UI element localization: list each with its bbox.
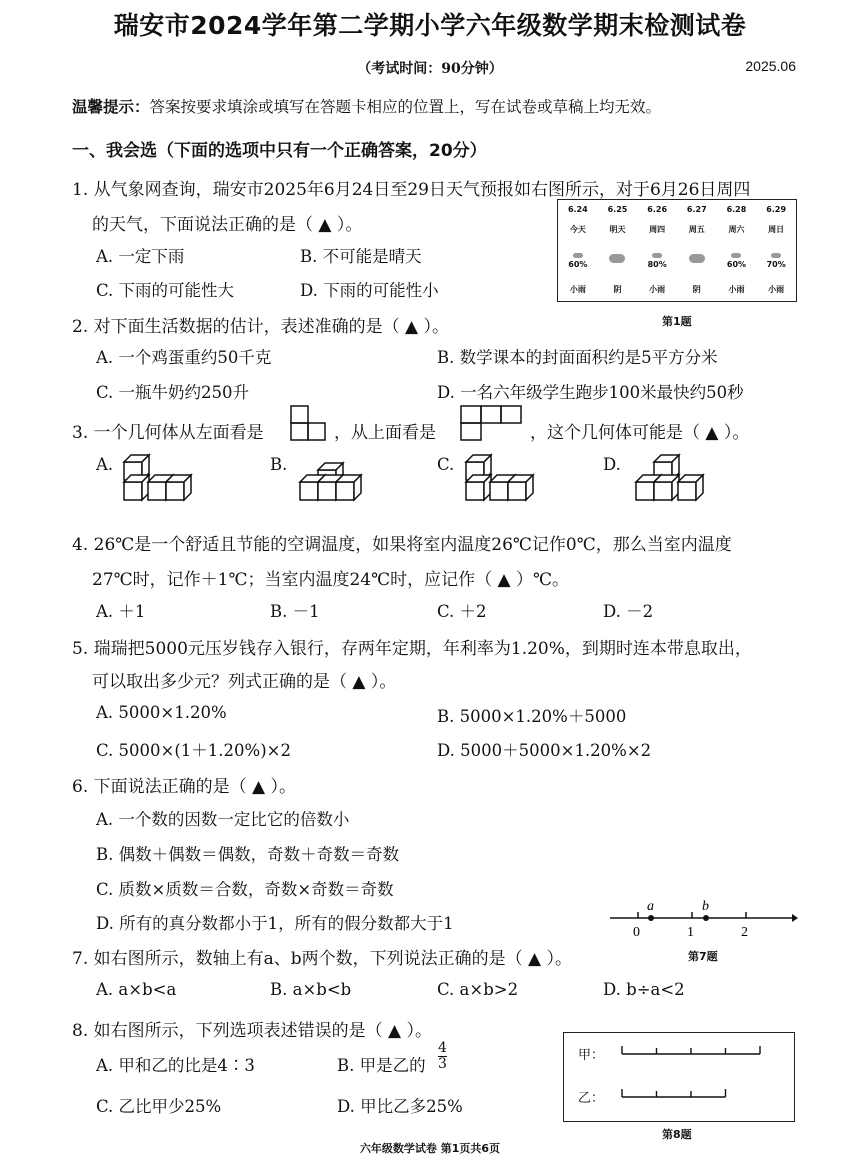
q4-option-a: A. ＋1 xyxy=(96,602,146,621)
wx-date: 6.28 xyxy=(726,204,747,214)
q3-stem-part3: ，这个几何体可能是（ ▲ ）。 xyxy=(530,423,750,443)
wx-date: 6.26 xyxy=(647,204,668,214)
q5-option-a: A. 5000×1.20% xyxy=(96,703,227,722)
wx-desc: 小雨 xyxy=(569,285,586,295)
option-c-solid-cube xyxy=(466,475,491,500)
wx-desc: 阴 xyxy=(692,285,701,295)
segment-comparison-figure xyxy=(563,1032,795,1122)
q6-option-a: A. 一个数的因数一定比它的倍数小 xyxy=(96,810,350,829)
section-heading: 一、我会选（下面的选项中只有一个正确答案，20分） xyxy=(72,141,487,161)
q3-option-a: A. xyxy=(96,455,114,474)
q8-option-a: A. 甲和乙的比是4∶3 xyxy=(96,1056,255,1075)
wx-day: 周六 xyxy=(728,225,745,235)
tip-text: 答案按要求填涂或填写在答题卡相应的位置上，写在试卷或草稿上均无效。 xyxy=(149,98,662,116)
q6-option-c: C. 质数×质数＝合数，奇数×奇数＝奇数 xyxy=(96,880,394,899)
q3-stem-part2: ，从上面看是 xyxy=(334,423,436,443)
q5-option-c: C. 5000×(1＋1.20%)×2 xyxy=(96,741,291,760)
point-a-label: a xyxy=(647,899,654,914)
wx-day: 周四 xyxy=(649,225,666,235)
q6-option-d: D. 所有的真分数都小于1，所有的假分数都大于1 xyxy=(96,914,454,933)
wx-pct: 70% xyxy=(766,259,786,269)
q5-stem-line1: 5. 瑞瑞把5000元压岁钱存入银行，存两年定期，年利率为1.20%，到期时连本带息取出， xyxy=(72,639,752,659)
wx-day: 今天 xyxy=(569,225,586,235)
q8-caption: 第8题 xyxy=(662,1128,692,1141)
q2-option-b: B. 数学课本的封面面积约是5平方分米 xyxy=(437,348,718,367)
q4-option-c: C. ＋2 xyxy=(437,602,487,621)
q8-option-b-text: B. 甲是乙的 xyxy=(337,1056,426,1075)
wx-desc: 小雨 xyxy=(728,285,745,295)
q3-option-d: D. xyxy=(603,455,621,474)
tick-2-label: 2 xyxy=(741,925,748,940)
number-line-figure xyxy=(608,898,798,946)
q5-stem-line2: 可以取出多少元？列式正确的是（ ▲ ）。 xyxy=(92,672,397,692)
option-c-solid-cube xyxy=(508,475,533,500)
q7-option-c: C. a×b>2 xyxy=(437,980,519,999)
q1-option-a: A. 一定下雨 xyxy=(96,247,185,266)
q4-option-b: B. －1 xyxy=(270,602,320,621)
q6-option-b: B. 偶数＋偶数＝偶数，奇数＋奇数＝奇数 xyxy=(96,845,400,864)
option-d-solid-cube xyxy=(654,475,679,500)
q1-stem-line2: 的天气，下面说法正确的是（ ▲ ）。 xyxy=(92,215,363,235)
wx-day: 周日 xyxy=(768,225,785,235)
q6-stem: 6. 下面说法正确的是（ ▲ ）。 xyxy=(72,777,297,797)
q1-option-c: C. 下雨的可能性大 xyxy=(96,281,235,300)
exam-date: 2025.06 xyxy=(745,58,796,74)
q1-option-d: D. 下雨的可能性小 xyxy=(300,281,439,300)
wx-day: 周五 xyxy=(688,225,705,235)
q3-option-c: C. xyxy=(437,455,455,474)
yi-label: 乙： xyxy=(578,1091,605,1106)
jia-label: 甲： xyxy=(578,1048,605,1063)
q1-caption: 第1题 xyxy=(662,315,692,328)
q5-option-b: B. 5000×1.20%＋5000 xyxy=(437,707,627,726)
q2-option-a: A. 一个鸡蛋重约50千克 xyxy=(96,348,272,367)
q5-option-d: D. 5000＋5000×1.20%×2 xyxy=(437,741,652,760)
option-d-solid-cube xyxy=(678,475,703,500)
q1-option-b: B. 不可能是晴天 xyxy=(300,247,422,266)
wx-desc: 小雨 xyxy=(768,285,785,295)
tip-label: 温馨提示： xyxy=(72,97,150,116)
q8-option-d: D. 甲比乙多25% xyxy=(337,1097,463,1116)
tick-0-label: 0 xyxy=(633,925,640,940)
q7-option-a: A. a×b<a xyxy=(96,980,177,999)
wx-pct: 60% xyxy=(726,259,747,269)
segment-bars xyxy=(564,1033,794,1121)
q8-stem: 8. 如右图所示，下列选项表述错误的是（ ▲ ）。 xyxy=(72,1021,433,1041)
wx-pct: 80% xyxy=(647,259,667,269)
q2-option-c: C. 一瓶牛奶约250升 xyxy=(96,383,250,402)
q1-stem-line1: 1. 从气象网查询，瑞安市2025年6月24日至29日天气预报如右图所示，对于6月26日周四 xyxy=(72,180,751,200)
wx-date: 6.29 xyxy=(766,204,787,214)
fraction-four-thirds xyxy=(438,1041,447,1072)
wx-date: 6.24 xyxy=(567,204,588,214)
cube-options-figures xyxy=(0,0,860,520)
wx-date: 6.27 xyxy=(686,204,707,214)
wx-date: 6.25 xyxy=(607,204,628,214)
q7-option-b: B. a×b<b xyxy=(270,980,352,999)
fraction-numerator: 4 xyxy=(438,1040,447,1056)
fraction-denominator: 3 xyxy=(438,1056,447,1072)
q3-stem-part1: 3. 一个几何体从左面看是 xyxy=(72,423,264,443)
page-footer: 六年级数学试卷 第1页共6页 xyxy=(359,1142,501,1155)
option-a-solid-cube xyxy=(166,475,191,500)
q2-stem: 2. 对下面生活数据的估计，表述准确的是（ ▲ ）。 xyxy=(72,317,450,337)
q8-option-b xyxy=(337,1052,426,1076)
point-b-label: b xyxy=(702,899,709,914)
exam-time-note: （考试时间：90分钟） xyxy=(357,61,503,77)
option-a-solid-cube xyxy=(124,475,149,500)
wx-desc: 阴 xyxy=(613,285,622,295)
q7-option-d: D. b÷a<2 xyxy=(603,980,685,999)
wx-desc: 小雨 xyxy=(649,285,666,295)
q7-caption: 第7题 xyxy=(688,950,718,963)
q4-stem-line1: 4. 26℃是一个舒适且节能的空调温度，如果将室内温度26℃记作0℃，那么当室内温度 xyxy=(72,535,732,555)
q2-option-d: D. 一名六年级学生跑步100米最快约50秒 xyxy=(437,383,744,402)
q4-option-d: D. －2 xyxy=(603,602,654,621)
q8-option-c: C. 乙比甲少25% xyxy=(96,1097,222,1116)
q3-option-b: B. xyxy=(270,455,288,474)
wx-pct: 60% xyxy=(568,259,588,269)
tick-1-label: 1 xyxy=(687,925,694,940)
option-b-solid-cube xyxy=(336,475,361,500)
wx-day: 明天 xyxy=(609,225,626,235)
page-title: 瑞安市2024学年第二学期小学六年级数学期末检测试卷 xyxy=(113,11,747,40)
q4-stem-line2: 27℃时，记作＋1℃；当室内温度24℃时，应记作（ ▲ ）℃。 xyxy=(92,570,570,590)
q7-stem: 7. 如右图所示，数轴上有a、b两个数，下列说法正确的是（ ▲ ）。 xyxy=(72,949,573,969)
